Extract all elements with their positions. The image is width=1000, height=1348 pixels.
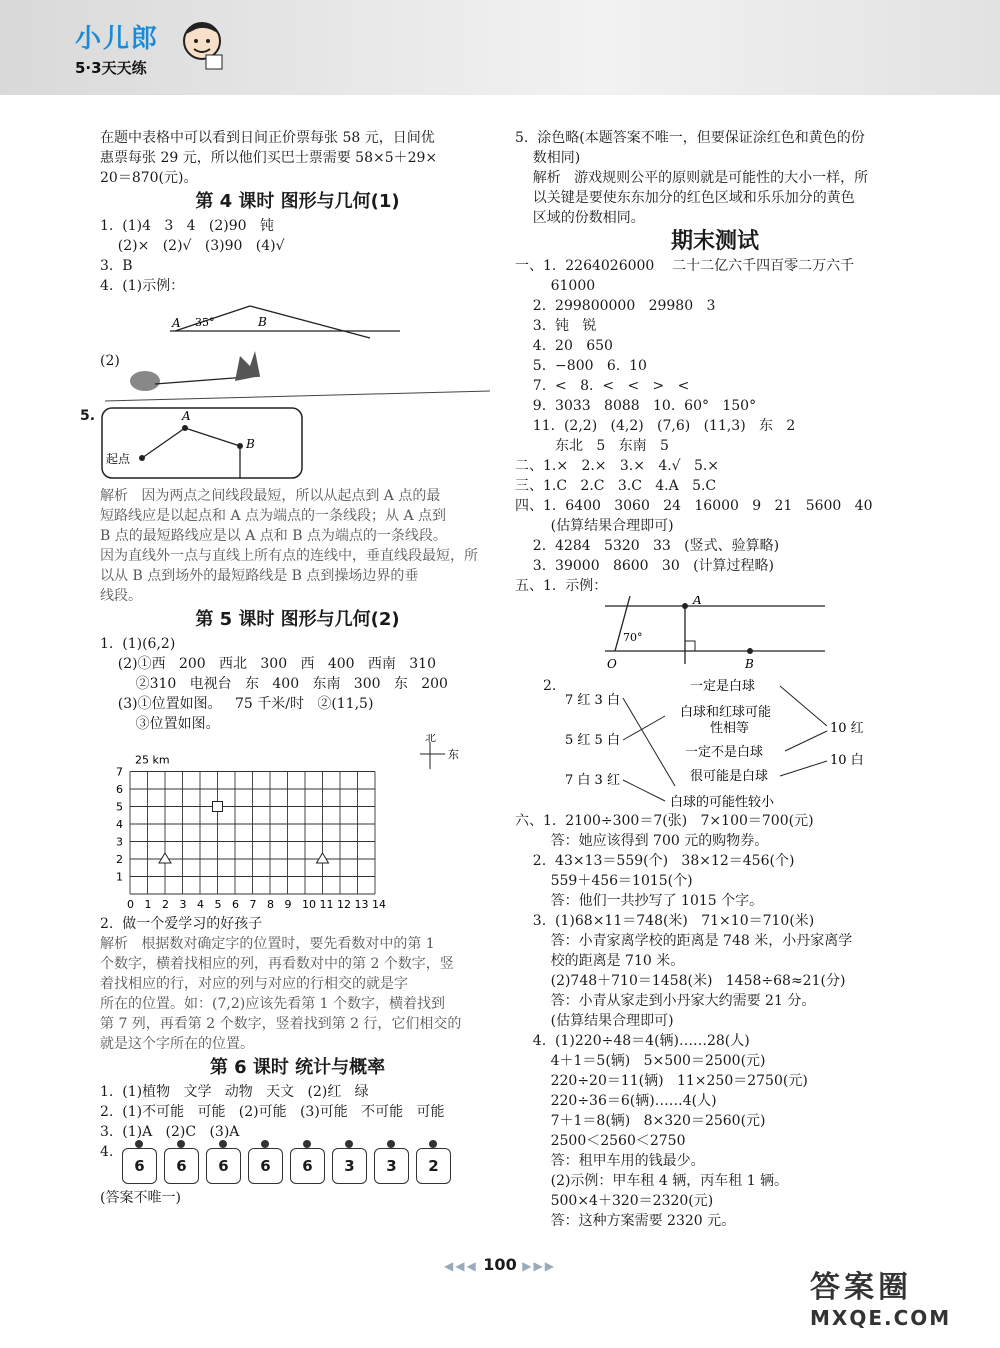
fig-point-o: O: [607, 657, 617, 671]
match-mid-6: 白球的可能性较小: [670, 795, 775, 810]
match-q-label: 2.: [543, 678, 557, 694]
sec4-line: 4. (1)示例：: [100, 278, 185, 294]
next-arrows-icon: ▶▶▶: [522, 1259, 556, 1273]
fig-point-a: A: [693, 596, 702, 607]
q4-2-label: (2): [100, 353, 120, 369]
match-mid-1: 一定是白球: [690, 679, 756, 694]
number-card: 3: [332, 1148, 367, 1184]
grid-x-tick: 11: [319, 898, 334, 911]
grid-x-tick: 13: [354, 898, 369, 911]
sec5-line: ③位置如图。: [100, 716, 220, 732]
intro-line: 惠票每张 29 元，所以他们买巴士票需要 58×5＋29×: [100, 150, 438, 166]
q2-note-line: 着找相应的行，对应的列与对应的行相交的就是字: [100, 976, 408, 992]
final-exam-answers: [515, 256, 915, 596]
word-problem-line: 220÷20＝11(辆) 11×250＝2750(元): [515, 1073, 808, 1089]
grid-y-tick: 7: [116, 765, 123, 779]
q2-note-line: 所在的位置。如：(7,2)应该先看第 1 个数字，横着找到: [100, 996, 445, 1012]
fig-point-b: B: [745, 657, 754, 671]
q5-note-line: B 点的最短路线应是以 A 点和 B 点为端点的一条线段。: [100, 528, 447, 544]
fig-angle: 70°: [623, 631, 643, 644]
exam-line: 7. < 8. < < > <: [515, 378, 690, 394]
watermark-url: MXQE.COM: [810, 1306, 952, 1330]
exam-line: 3. 39000 8600 30 (计算过程略): [515, 558, 775, 574]
paint-line: 解析 游戏规则公平的原则就是可能性的大小一样，所: [515, 170, 869, 186]
q5-note-line: 解析 因为两点之间线段最短，所以从起点到 A 点的最: [100, 488, 441, 504]
intro-line: 20＝870(元)。: [100, 170, 198, 186]
match-mid-2: 白球和红球可能: [680, 705, 772, 720]
word-problem-line: (2)748＋710＝1458(米) 1458÷68≈21(分): [515, 973, 846, 989]
number-card: 6: [206, 1148, 241, 1184]
grid-x-tick: 9: [284, 898, 292, 911]
matching-figure: [515, 676, 915, 811]
number-card: 6: [122, 1148, 157, 1184]
page-number: 100: [483, 1255, 517, 1274]
paint-line: 5. 涂色略(本题答案不唯一，但要保证涂红色和黄色的份: [515, 130, 865, 146]
section-6-word-problems: [515, 811, 915, 1231]
word-problem-line: 4. (1)220÷48＝4(辆)……28(人): [515, 1033, 750, 1049]
grid-y-tick: 1: [116, 870, 123, 884]
number-card: 2: [416, 1148, 451, 1184]
paint-line: 区域的份数相同。: [515, 210, 645, 226]
exam-line: 9. 3033 8088 10. 60° 150°: [515, 398, 757, 414]
grid-x-tick: 0: [127, 898, 134, 911]
sec6-line: 2. (1)不可能 可能 (2)可能 (3)可能 不可能 可能: [100, 1104, 445, 1120]
grid-x-tick: 5: [214, 898, 222, 911]
grid-x-tick: 7: [249, 898, 257, 911]
q2-note-line: 个数字，横着找相应的列，再看数对中的第 2 个数字，竖: [100, 956, 454, 972]
grid-y-tick: 3: [116, 835, 123, 849]
exam-line: 四、1. 6400 3060 24 16000 9 21 5600 40: [515, 498, 873, 514]
q2-note-line: 第 7 列，再看第 2 个数字，竖着找到第 2 行，它们相交的: [100, 1016, 462, 1032]
word-problem-line: 220÷36＝6(辆)……4(人): [515, 1093, 717, 1109]
brand-logo: 小儿郎: [75, 24, 160, 54]
match-mid-5: 很可能是白球: [690, 769, 769, 784]
perpendicular-figure: [515, 596, 915, 676]
word-problem-line: 答：他们一共抄写了 1015 个字。: [515, 893, 764, 909]
sec6-line: 4.: [100, 1144, 114, 1160]
word-problem-line: 答：小青家离学校的距离是 748 米，小丹家离学: [515, 933, 853, 949]
q2-answer: 2. 做一个爱学习的好孩子: [100, 916, 263, 932]
section-5-title: 第 5 课时 图形与几何(2): [195, 609, 400, 630]
exam-line: 五、1. 示例：: [515, 578, 608, 594]
grid-x-tick: 12: [337, 898, 351, 911]
exam-line: 2. 4284 5320 33 (竖式、验算略): [515, 538, 780, 554]
word-problem-line: 答：这种方案需要 2320 元。: [515, 1213, 736, 1229]
match-left-2: 5 红 5 白: [565, 733, 620, 748]
exam-line: 三、1.C 2.C 3.C 4.A 5.C: [515, 478, 717, 494]
grid-scale: 25 km: [135, 753, 170, 767]
q2-note-line: 就是这个字所在的位置。: [100, 1036, 254, 1052]
sec6-line: 1. (1)植物 文学 动物 天文 (2)红 绿: [100, 1084, 369, 1100]
exam-line: 4. 20 650: [515, 338, 613, 354]
number-card: 6: [290, 1148, 325, 1184]
sec4-line: 3. B: [100, 258, 133, 274]
grid-y-tick: 2: [116, 853, 123, 866]
grid-y-tick: 5: [116, 800, 123, 814]
word-problem-line: 3. (1)68×11＝748(米) 71×10＝710(米): [515, 913, 815, 929]
watermark-text: 答案圈: [810, 1270, 912, 1305]
angle-figure: [100, 296, 495, 346]
number-card: 3: [374, 1148, 409, 1184]
grid-x-tick: 14: [372, 898, 386, 911]
angle-label-b: B: [258, 315, 267, 329]
exam-line: (估算结果合理即可): [515, 518, 674, 534]
word-problem-line: 7＋1＝8(辆) 8×320＝2560(元): [515, 1113, 766, 1129]
watermark: [810, 1262, 951, 1330]
grid-x-tick: 3: [179, 898, 187, 911]
q5-note-line: 因为直线外一点与直线上所有点的连线中，垂直线段最短，所: [100, 548, 478, 564]
sec5-line: (2)①西 200 西北 300 西 400 西南 310: [100, 656, 436, 672]
prev-arrows-icon: ◀◀◀: [444, 1259, 478, 1273]
match-left-1: 7 红 3 白: [565, 693, 620, 708]
word-problem-line: (估算结果合理即可): [515, 1013, 674, 1029]
exam-line: 5. −800 6. 10: [515, 358, 647, 374]
word-problem-line: 答：她应该得到 700 元的购物券。: [515, 833, 769, 849]
grid-x-tick: 8: [267, 898, 274, 911]
route-start: 起点: [106, 452, 131, 466]
section-6-title: 第 6 课时 统计与概率: [209, 1057, 386, 1078]
angle-degree: 35°: [195, 316, 215, 329]
left-column: [80, 128, 495, 1208]
route-point-b: B: [246, 437, 255, 451]
q5-label: 5.: [80, 408, 96, 424]
word-problem-line: 校的距离是 710 米。: [515, 953, 685, 969]
sec6-line: 3. (1)A (2)C (3)A: [100, 1124, 240, 1140]
paint-line: 以关键是要使东东加分的红色区域和乐乐加分的黄色: [515, 190, 855, 206]
word-problem-line: 答：租甲车用的钱最少。: [515, 1153, 705, 1169]
grid-y-tick: 4: [116, 818, 123, 831]
section-4-answers: [100, 216, 495, 296]
match-mid-3: 性相等: [710, 721, 750, 736]
exam-line: 61000: [515, 278, 596, 294]
word-problem-line: 答：小青从家走到小丹家大约需要 21 分。: [515, 993, 816, 1009]
paint-line: 数相同): [515, 150, 581, 166]
coordinate-grid: [100, 734, 495, 914]
exam-line: 一、1. 2264026000 二十二亿六千四百零二万六千: [515, 258, 855, 274]
word-problem-line: (2)示例：甲车租 4 辆，丙车租 1 辆。: [515, 1173, 789, 1189]
exam-line: 11. (2,2) (4,2) (7,6) (11,3) 东 2: [515, 418, 796, 434]
grid-x-tick: 2: [162, 898, 169, 911]
fishing-figure: [100, 346, 495, 406]
word-problem-line: 4＋1＝5(辆) 5×500＝2500(元): [515, 1053, 766, 1069]
q5-note-line: 短路线应是以起点和 A 点为端点的一条线段；从 A 点到: [100, 508, 447, 524]
brand-subtitle: 5·3天天练: [75, 59, 147, 77]
q2-explanation: [100, 934, 495, 1054]
cards-note: (答案不唯一): [100, 1190, 181, 1206]
number-card: 6: [248, 1148, 283, 1184]
mascot-icon: [178, 15, 226, 75]
grid-x-tick: 10: [302, 898, 316, 911]
exam-line: 东北 5 东南 5: [515, 438, 669, 454]
grid-x-tick: 1: [144, 898, 152, 911]
triangle-marker: [317, 853, 329, 863]
exam-line: 2. 299800000 29980 3: [515, 298, 716, 314]
sec5-line: 1. (1)(6,2): [100, 636, 176, 652]
grid-north: 北: [425, 734, 436, 744]
q5-note-line: 以从 B 点到场外的最短路线是 B 点到操场边界的垂: [100, 568, 419, 584]
card-set: [122, 1148, 495, 1184]
word-problem-line: 500×4＋320＝2320(元): [515, 1193, 714, 1209]
grid-y-tick: 6: [116, 783, 123, 796]
grid-x-tick: 6: [232, 898, 239, 911]
page-header: [0, 0, 1000, 95]
match-right-2: 10 白: [830, 753, 864, 768]
word-problem-line: 2. 43×13＝559(个) 38×12＝456(个): [515, 853, 795, 869]
section-5-answers: [100, 634, 495, 734]
exam-line: 二、1.× 2.× 3.× 4.√ 5.×: [515, 458, 720, 474]
route-figure: [80, 406, 495, 486]
q2-note-line: 解析 根据数对确定字的位置时，要先看数对中的第 1: [100, 936, 435, 952]
final-exam-title: 期末测试: [670, 229, 759, 254]
sec5-line: ②310 电视台 东 400 东南 300 东 200: [100, 676, 448, 692]
match-right-1: 10 红: [830, 721, 864, 736]
q5-paint-answer: [515, 128, 915, 228]
tv-station-marker: [213, 802, 223, 812]
q5-note-line: 线段。: [100, 588, 142, 604]
match-mid-4: 一定不是白球: [685, 745, 764, 760]
sec4-line: (2)× (2)√ (3)90 (4)√: [100, 238, 285, 254]
grid-east: 东: [448, 748, 459, 761]
intro-line: 在题中表格中可以看到日间正价票每张 58 元，日间优: [100, 130, 435, 146]
angle-label-a: A: [172, 316, 181, 330]
sec4-line: 1. (1)4 3 4 (2)90 钝: [100, 218, 274, 234]
word-problem-line: 559＋456＝1015(个): [515, 873, 693, 889]
q5-explanation: [100, 486, 495, 606]
number-card: 6: [164, 1148, 199, 1184]
grid-x-tick: 4: [197, 898, 204, 911]
intro-text: [100, 128, 495, 188]
route-point-a: A: [182, 409, 191, 423]
triangle-marker: [159, 853, 171, 863]
right-column: [515, 128, 915, 1231]
section-4-title: 第 4 课时 图形与几何(1): [195, 191, 400, 212]
match-left-3: 7 白 3 红: [565, 773, 620, 788]
sec5-line: (3)①位置如图。 75 千米/时 ②(11,5): [100, 696, 374, 712]
word-problem-line: 六、1. 2100÷300＝7(张) 7×100＝700(元): [515, 813, 814, 829]
word-problem-line: 2500＜2560＜2750: [515, 1133, 686, 1149]
exam-line: 3. 钝 锐: [515, 318, 597, 334]
